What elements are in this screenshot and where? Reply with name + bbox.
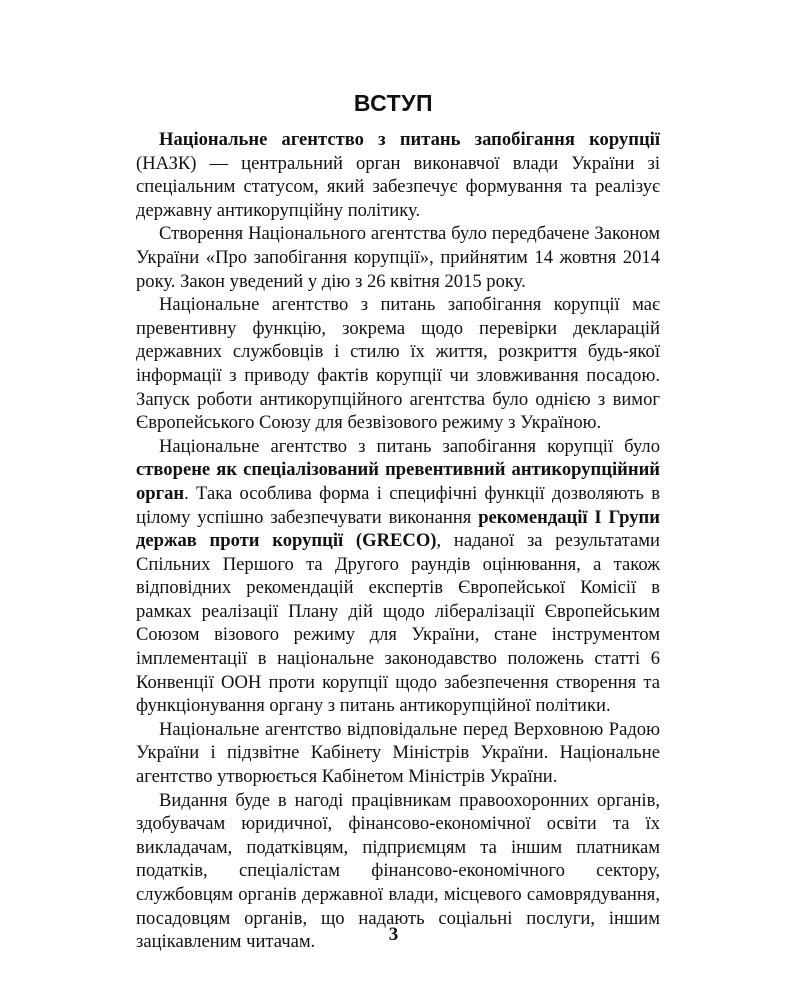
paragraph-5-text: Національне агентство відповідальне перед Верховною Радою України і підзвітне Кабінету Міністрів України. Національне агентство утворюється Кабінетом Міністрів України. [136, 718, 660, 788]
agency-name-bold: Національне агентство з питань запобігання корупції [159, 129, 660, 150]
paragraph-3 [136, 293, 660, 435]
body-text [136, 128, 660, 954]
page-number: 3 [388, 924, 399, 945]
paragraph-4-text-a: Національне агентство з питань запобігання корупції було [159, 435, 660, 457]
paragraph-4-bold-a: створене як спеціалізований превентивний антикорупційний орган [136, 459, 660, 504]
paragraph-2-text: Створення Національного агентства було передбачене Законом України «Про запобігання корупції», прийнятим 14 жовтня 2014 року. Закон уведений у дію з 26 квітня 2015 року. [136, 223, 660, 292]
paragraph-1 [136, 128, 660, 222]
paragraph-2 [136, 222, 660, 293]
paragraph-4-text-c: , наданої за результатами Спільних Першого та Другого раундів оцінювання, а також відповідних рекомендацій експертів Європейської Комісії в рамках реалізації Плану дій щодо лібералізації Європейським Союзом візового режиму для України, стане інструментом імплементації в національне законодавство положень статті 6 Конвенції ООН проти корупції щодо забезпечення створення та функціонування органу з питань антикорупційної політики. [136, 530, 660, 717]
paragraph-4-bold-b: рекомендації І Групи держав проти корупції (GRECO) [136, 506, 660, 552]
paragraph-3-text: Національне агентство з питань запобігання корупції має превентивну функцію, зокрема щодо перевірки декларацій державних службовців і стилю їх життя, розкриття будь-якої інформації з приводу фактів корупції чи зловживання посадою. Запуск роботи антикорупційного агентства було однією з вимог Європейського Союзу для безвізового режиму з Україною. [136, 294, 660, 434]
page-heading: ВСТУП [353, 90, 434, 116]
paragraph-4-text-b: . Така особлива форма і специфічні функції дозволяють в цілому успішно забезпечувати виконання [136, 482, 660, 528]
paragraph-5 [136, 718, 660, 789]
paragraph-1-text: (НАЗК) — центральний орган виконавчої влади України зі спеціальним статусом, який забезпечує формування та реалізує державну антикорупційну політику. [136, 152, 660, 221]
paragraph-6-text: Видання буде в нагоді працівникам правоохоронних органів, здобувачам юридичної, фінансово-економічної освіти та їх викладачам, податківцям, підприємцям та іншим платникам податків, спеціалістам фінансово-економічного сектору, службовцям органів державної влади, місцевого самоврядування, посадовцям органів, що надають соціальні послуги, іншим зацікавленим читачам. [136, 789, 660, 953]
paragraph-4 [136, 435, 660, 718]
